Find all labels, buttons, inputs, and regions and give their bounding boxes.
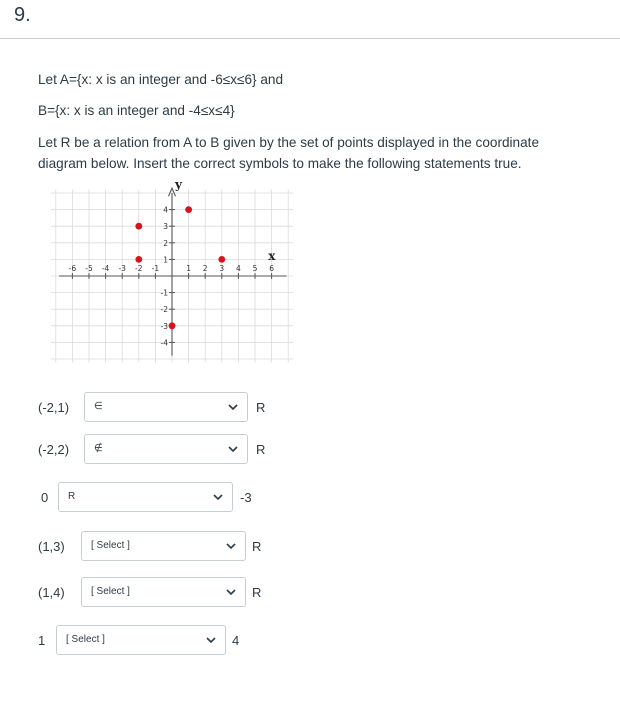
x-tick-label: 4	[236, 264, 241, 273]
divider	[0, 38, 620, 39]
y-tick-label: -3	[160, 321, 168, 331]
select-value: R	[68, 491, 76, 502]
instruction-line-2: diagram below. Insert the correct symbols to make the following statements true.	[38, 156, 522, 171]
relation-symbol-select[interactable]	[84, 434, 248, 464]
select-value: [ Select ]	[91, 586, 130, 597]
statement-left-term: 0	[41, 490, 49, 505]
statement-left-term: (-2,2)	[38, 442, 70, 457]
relation-symbol-select[interactable]	[81, 577, 246, 607]
statement-left-term: 1	[38, 633, 46, 648]
statement-right-term: R	[252, 539, 262, 554]
data-point	[169, 322, 176, 329]
data-point	[218, 256, 225, 263]
set-a-definition: Let A={x: x is an integer and -6≤x≤6} and	[38, 72, 284, 87]
y-tick-label: -1	[160, 288, 168, 298]
relation-symbol-select[interactable]	[84, 392, 248, 422]
x-tick-label: 2	[202, 264, 208, 273]
statement-left-term: (1,4)	[38, 585, 65, 600]
statement-right-term: R	[252, 585, 262, 600]
relation-symbol-select[interactable]	[81, 531, 246, 561]
statement-right-term: R	[256, 400, 266, 415]
select-value: [ Select ]	[91, 540, 130, 551]
x-tick-label: -1	[151, 264, 160, 273]
statement-right-term: 4	[232, 633, 240, 648]
x-tick-label: -5	[85, 264, 93, 273]
y-tick-label: 2	[163, 238, 168, 248]
x-tick-label: 3	[219, 264, 225, 273]
statement-left-term: (-2,1)	[38, 400, 70, 415]
chevron-down-icon	[227, 443, 239, 455]
instruction-line-1: Let R be a relation from A to B given by the set of points displayed in the coordinate	[38, 135, 540, 150]
plotted-points	[135, 206, 225, 329]
relation-symbol-select[interactable]	[58, 482, 233, 512]
select-value: ∉	[94, 443, 103, 454]
y-tick-label: -4	[160, 338, 168, 348]
x-tick-label: -3	[118, 264, 126, 273]
data-point	[135, 256, 142, 263]
x-tick-label: 1	[186, 264, 191, 273]
chevron-down-icon	[225, 540, 237, 552]
select-value: ∈	[94, 401, 103, 412]
x-axis-label: x	[268, 249, 276, 263]
x-tick-label: -2	[135, 264, 143, 273]
chevron-down-icon	[227, 401, 239, 413]
statement-right-term: -3	[240, 490, 252, 505]
select-value: [ Select ]	[66, 634, 105, 645]
x-tick-label: 6	[269, 264, 274, 273]
set-b-definition: B={x: x is an integer and -4≤x≤4}	[38, 103, 235, 118]
statement-right-term: R	[256, 442, 266, 457]
x-tick-label: -4	[101, 264, 110, 273]
y-axis-label: y	[175, 177, 182, 192]
y-tick-label: 3	[163, 222, 168, 232]
chevron-down-icon	[212, 491, 224, 503]
y-tick-label: -2	[160, 305, 168, 315]
chevron-down-icon	[225, 586, 237, 598]
statement-left-term: (1,3)	[38, 539, 65, 554]
y-tick-label: 1	[163, 255, 168, 265]
relation-symbol-select[interactable]	[56, 625, 226, 655]
data-point	[185, 206, 192, 213]
x-tick-label: 5	[252, 264, 258, 273]
y-tick-label: 4	[163, 205, 168, 215]
chevron-down-icon	[205, 634, 217, 646]
question-number: 9.	[14, 4, 31, 26]
data-point	[135, 223, 142, 230]
coordinate-diagram	[36, 177, 280, 382]
x-tick-label: -6	[68, 264, 77, 273]
